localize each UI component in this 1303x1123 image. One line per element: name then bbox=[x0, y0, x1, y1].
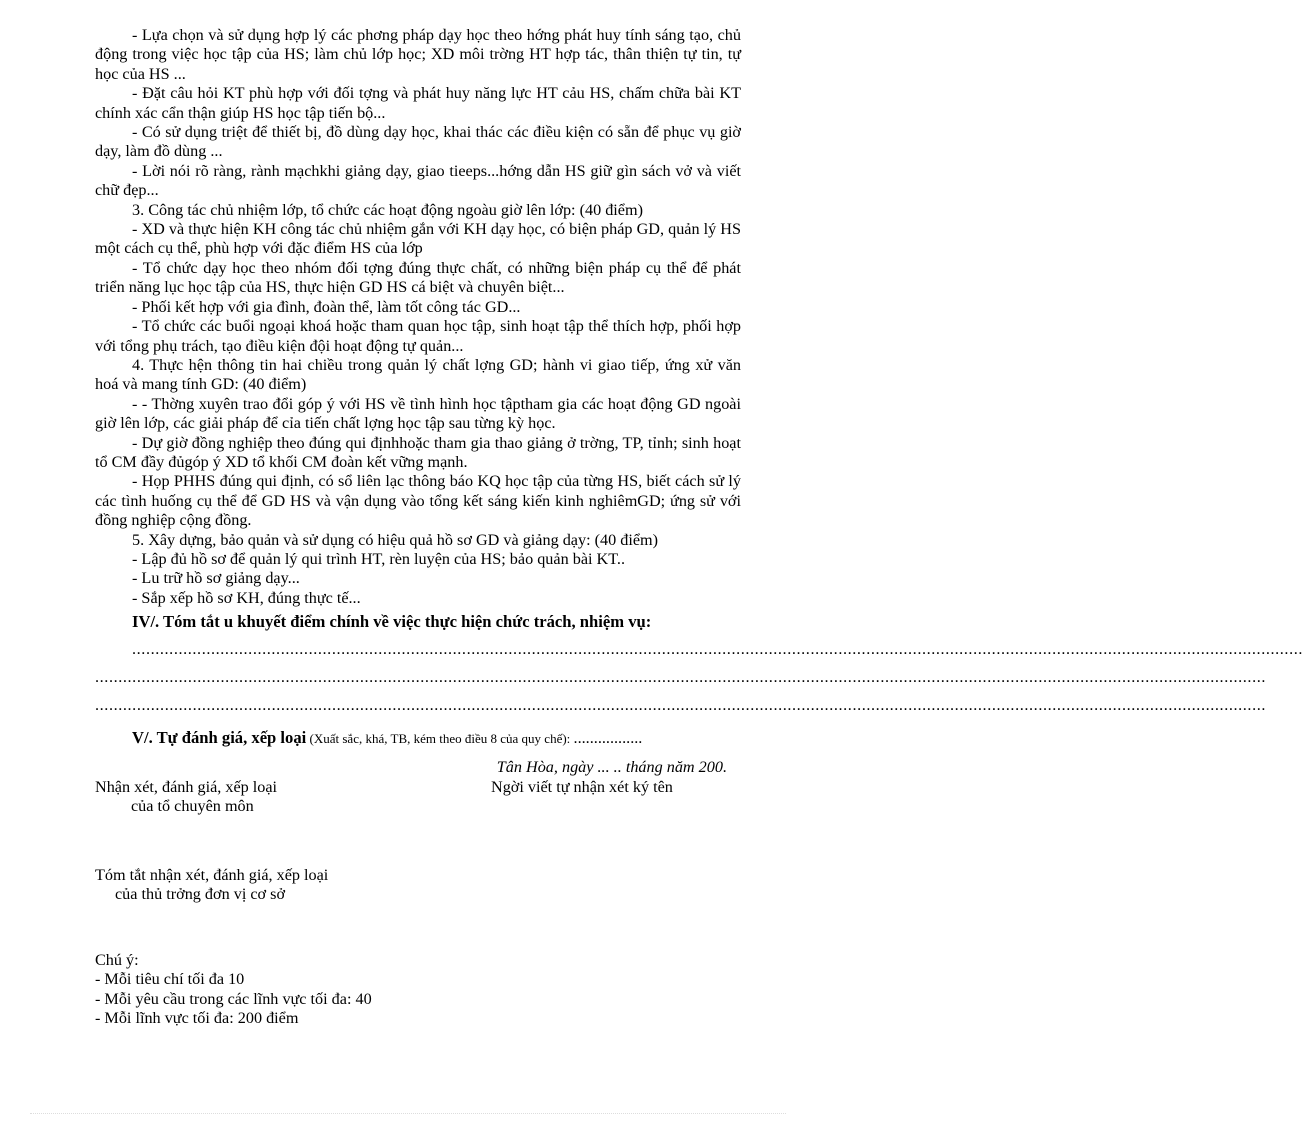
criterion-paragraph: - Dự giờ đồng nghiệp theo đúng qui địnhhoặc tham gia thao giảng ở trờng, TP, tỉnh; sinh hoạt tổ CM đầy đủgóp ý XD tổ khối CM đoàn kết vững mạnh. bbox=[95, 433, 741, 471]
head-review-line-2: của thủ trởng đơn vị cơ sở bbox=[115, 885, 286, 904]
group-review bbox=[95, 778, 277, 817]
criterion-paragraph: - Lu trữ hồ sơ giảng dạy... bbox=[132, 569, 300, 588]
criterion-paragraph: - Đặt câu hỏi KT phù hợp với đối tợng và phát huy năng lực HT cảu HS, chấm chữa bài KT chính xác cẩn thận giúp HS học tập tiến bộ... bbox=[95, 84, 741, 122]
head-review-line-1: Tóm tắt nhận xét, đánh giá, xếp loại bbox=[95, 866, 329, 884]
criterion-paragraph: - XD và thực hiện KH công tác chủ nhiệm gắn với KH dạy học, có biện pháp GD, quản lý HS một cách cụ thể, phù hợp với đặc điểm HS của lớp bbox=[95, 220, 741, 258]
fill-in-line-1: ............................................................................................................................................................................................................................................................ bbox=[132, 639, 1303, 658]
criterion-paragraph: - - Thờng xuyên trao đổi góp ý với HS về tình hình học tậptham gia các hoạt động GD ngoài giờ lên lớp, các giải pháp để cỉa tiến chất lợng học tập sau từng kỳ học. bbox=[95, 394, 741, 433]
author-signature: Ngời viết tự nhận xét ký tên bbox=[491, 778, 673, 796]
group-review-line-2: của tổ chuyên môn bbox=[131, 797, 254, 816]
self-rating-line bbox=[95, 728, 741, 748]
self-rating-dots: ................. bbox=[573, 728, 643, 747]
self-rating-label: V/. Tự đánh giá, xếp loại bbox=[132, 727, 307, 747]
self-rating-note: (Xuất sắc, khá, TB, kém theo điều 8 của quy chế): bbox=[306, 730, 574, 746]
document-page bbox=[95, 26, 1303, 1028]
criterion-paragraph: - Lựa chọn và sử dụng hợp lý các phơng pháp dạy học theo hớng phát huy tính sáng tạo, chủ động trong việc học tập của HS; làm chủ lớp học; XD môi trờng HT hợp tác, thân thiện tự tin, tự học của HS ... bbox=[95, 26, 741, 83]
section-3-title: 3. Công tác chủ nhiệm lớp, tổ chức các hoạt động ngoàu giờ lên lớp: (40 điểm) bbox=[132, 200, 643, 219]
notes-block bbox=[95, 951, 741, 1029]
section-4-title: 4. Thực hện thông tin hai chiều trong quản lý chất lợng GD; hành vi giao tiếp, ứng xử văn hoá và mang tính GD: (40 điểm) bbox=[95, 355, 741, 394]
note-item: - Mỗi yêu cầu trong các lĩnh vực tối đa: 40 bbox=[95, 989, 372, 1008]
note-item: - Mỗi tiêu chí tối đa 10 bbox=[95, 970, 245, 989]
group-review-line-1: Nhận xét, đánh giá, xếp loại bbox=[95, 778, 278, 796]
criterion-paragraph: - Phối kết hợp với gia đình, đoàn thể, làm tốt công tác GD... bbox=[132, 297, 521, 316]
criterion-paragraph: - Tổ chức các buổi ngoại khoá hoặc tham quan học tập, sinh hoạt tập thể thích hợp, phối hợp với tổng phụ trách, tạo điều kiện đội hoạt động tự quản... bbox=[95, 317, 741, 355]
criterion-paragraph: - Lời nói rõ ràng, rành mạchkhi giảng dạy, giao tieeps...hớng dẫn HS giữ gìn sách vở và viết chữ đẹp... bbox=[95, 161, 741, 200]
place-date: Tân Hòa, ngày ... .. tháng năm 200. bbox=[496, 758, 727, 776]
criterion-paragraph: - Có sử dụng triệt để thiết bị, đồ dùng dạy học, khai thác các điều kiện có sẵn để phục vụ giờ dạy, làm đồ dùng ... bbox=[95, 123, 741, 161]
criterion-paragraph: - Tổ chức dạy học theo nhóm đối tợng đúng thực chất, có những biện pháp cụ thể để phát triển năng lục học tập của HS, thực hiện GD HS cá biệt và chuyên biệt... bbox=[95, 258, 741, 297]
note-item: - Mỗi lĩnh vực tối đa: 200 điểm bbox=[95, 1009, 299, 1028]
summary-heading: IV/. Tóm tắt u khuyết điểm chính về việc thực hiện chức trách, nhiệm vụ: bbox=[132, 612, 652, 632]
notes-title: Chú ý: bbox=[95, 950, 139, 969]
criterion-paragraph: - Lập đủ hồ sơ để quản lý qui trình HT, rèn luyện của HS; bảo quản bài KT.. bbox=[132, 549, 626, 568]
section-5-title: 5. Xây dựng, bảo quản và sử dụng có hiệu quả hồ sơ GD và giảng dạy: (40 điểm) bbox=[132, 530, 659, 549]
page-bottom-border bbox=[30, 1113, 786, 1114]
fill-in-line-2: ............................................................................................................................................................................................................................................................ bbox=[95, 667, 1267, 686]
criterion-paragraph: - Họp PHHS đúng qui định, có sổ liên lạc thông báo KQ học tập của từng HS, biết cách sử lý các tình huống cụ thể để GD HS và vận dụng vào tổng kết sáng kiến kinh nghiêmGD; ứng sử với đồng nghiệp cộng đồng. bbox=[95, 472, 741, 530]
criterion-paragraph: - Sắp xếp hồ sơ KH, đúng thực tế... bbox=[132, 588, 361, 607]
signature-block bbox=[95, 758, 741, 822]
fill-in-line-3: ............................................................................................................................................................................................................................................................ bbox=[95, 695, 1267, 714]
head-review bbox=[95, 866, 741, 905]
